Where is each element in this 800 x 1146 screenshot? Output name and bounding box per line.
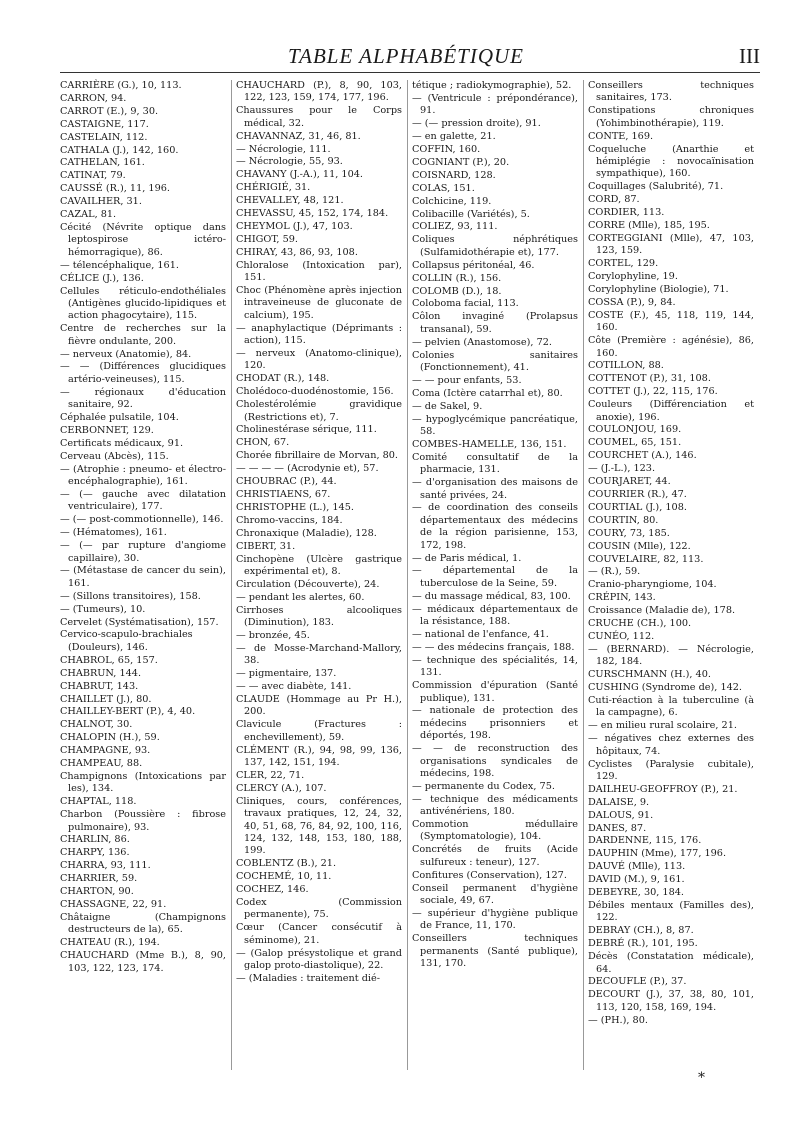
index-entry: CHEVASSU, 45, 152, 174, 184.	[236, 208, 389, 220]
index-entry: Choc (Phénomène après injection intraveineuse de gluconate de calcium), 195.	[236, 285, 402, 321]
index-entry: — technique des spécialités, 14, 131.	[412, 654, 578, 679]
index-entry: — (Galop présystolique et grand galop proto-diastolique), 22.	[236, 947, 402, 972]
index-entry: Cuti-réaction à la tuberculine (à la campagne), 6.	[588, 695, 754, 719]
index-entry: Corylophyline, 19.	[588, 271, 678, 283]
index-entry: COULONJOU, 169.	[588, 424, 682, 436]
index-entry: Coqueluche (Anarthie et hémiplégie : novocaïnisation sympathique), 160.	[588, 143, 754, 180]
index-entry: COCHEZ, 146.	[236, 884, 309, 896]
index-entry: — (R.), 59.	[588, 566, 641, 578]
index-entry: Chloralose (Intoxication par), 151.	[236, 259, 402, 284]
index-entry: — pigmentaire, 137.	[236, 668, 337, 680]
index-entry: — en galette, 21.	[412, 131, 496, 143]
index-entry: — de coordination des conseils départementaux des médecins de la région parisienne, 153, 172, 198.	[412, 502, 578, 551]
index-entry: CHAPTAL, 118.	[60, 796, 137, 808]
index-entry: CHAVANY (J.-A.), 11, 104.	[236, 169, 363, 181]
index-entry: — pelvien (Anastomose), 72.	[412, 336, 552, 348]
index-entry: Chorée fibrillaire de Morvan, 80.	[236, 450, 399, 462]
index-entry: — — de reconstruction des organisations syndicales de médecins, 198.	[412, 743, 578, 779]
index-entry: CHARTON, 90.	[60, 886, 134, 898]
index-entry: Chronaxique (Maladie), 128.	[236, 527, 377, 539]
index-entry: CATINAT, 79.	[60, 170, 126, 182]
index-entry: — pendant les alertes, 60.	[236, 591, 365, 603]
index-entry: Codex (Commission permanente), 75.	[236, 897, 402, 921]
index-entry: CHON, 67.	[236, 437, 290, 449]
index-entry: Commotion médullaire (Symptomatologie), 104.	[412, 819, 578, 843]
index-entry: — nationale de protection des médecins prisonniers et déportés, 198.	[412, 705, 578, 742]
index-entry: CORTEGGIANI (Mlle), 47, 103, 123, 159.	[588, 232, 754, 257]
index-entry: COTILLON, 88.	[588, 360, 664, 372]
index-entry: Centre de recherches sur la fièvre ondulante, 200.	[60, 323, 226, 347]
index-entry: Cerveau (Abcès), 115.	[60, 450, 169, 462]
index-entry: — (Hématomes), 161.	[60, 527, 167, 539]
index-entry: Coliques néphrétiques (Sulfamidothérapie et), 177.	[412, 234, 578, 258]
index-entry: CÉLICE (J.), 136.	[60, 272, 144, 284]
index-entry: Conseil permanent d'hygiène sociale, 49, 67.	[412, 882, 578, 906]
index-entry: — (Ventricule : prépondérance), 91.	[412, 92, 578, 117]
index-entry: Cécité (Névrite optique dans leptospirose ictéro-hémorragique), 86.	[60, 221, 226, 258]
index-entry: Certificats médicaux, 91.	[60, 437, 184, 449]
index-entry: Cranio-pharyngiome, 104.	[588, 579, 717, 591]
index-column-1	[60, 80, 226, 975]
index-entry: CATHELAN, 161.	[60, 157, 145, 169]
index-entry: CHARRA, 93, 111.	[60, 860, 151, 872]
index-entry: — — — — (Acrodynie et), 57.	[236, 463, 379, 475]
index-entry: COTTET (J.), 22, 115, 176.	[588, 386, 718, 398]
index-entry: CURSCHMANN (H.), 40.	[588, 669, 711, 681]
index-entry: — (Tumeurs), 10.	[60, 603, 146, 615]
index-entry: Clavicule (Fractures : enchevillement), 59.	[236, 719, 402, 743]
index-entry: CHAILLEY-BERT (P.), 4, 40.	[60, 706, 196, 718]
index-column-2	[236, 80, 402, 986]
index-entry: DAUVÉ (Mlle), 113.	[588, 861, 686, 873]
index-entry: Débiles mentaux (Familles des), 122.	[588, 900, 754, 924]
index-entry: — — des médecins français, 188.	[412, 641, 575, 653]
index-entry: — de Paris médical, 1.	[412, 552, 522, 564]
index-entry: COUSIN (Mlle), 122.	[588, 540, 691, 552]
index-entry: Concrétés de fruits (Acide sulfureux : teneur), 127.	[412, 844, 578, 868]
index-entry: Côte (Première : agénésie), 86, 160.	[588, 335, 754, 359]
index-entry: CHAMPAGNE, 93.	[60, 745, 151, 757]
index-entry: — (PH.), 80.	[588, 1014, 648, 1026]
index-column-3	[412, 80, 578, 971]
index-column-4	[588, 80, 754, 1028]
index-entry: — (Atrophie : pneumo- et électro-encéphalographie), 161.	[60, 463, 226, 488]
index-entry: CHEVALLEY, 48, 121.	[236, 195, 344, 207]
index-entry: CHODAT (R.), 148.	[236, 373, 330, 385]
index-entry: CUNÉO, 112.	[588, 630, 655, 642]
index-entry: CHIRAY, 43, 86, 93, 108.	[236, 246, 358, 258]
index-entry: — (BERNARD). — Nécrologie, 182, 184.	[588, 643, 754, 668]
index-entry: Cholédoco-duodénostomie, 156.	[236, 386, 394, 398]
index-entry: — négatives chez externes des hôpitaux, 74.	[588, 733, 754, 757]
index-entry: DAUPHIN (Mme), 177, 196.	[588, 848, 727, 860]
index-entry: — bronzée, 45.	[236, 629, 310, 641]
index-entry: — (— par rupture d'angiome capillaire), 30.	[60, 540, 226, 564]
index-entry: Coloboma facial, 113.	[412, 298, 519, 310]
index-entry: COFFIN, 160.	[412, 144, 481, 156]
index-entry: Châtaigne (Champignons destructeurs de la), 65.	[60, 911, 226, 936]
index-entry: CIBERT, 31.	[236, 540, 296, 552]
index-entry: CHAMPEAU, 88.	[60, 758, 143, 770]
index-entry: Comité consultatif de la pharmacie, 131.	[412, 451, 578, 476]
index-entry: CONTE, 169.	[588, 130, 654, 142]
index-entry: — — (Différences glucidiques artério-veineuses), 115.	[60, 361, 226, 385]
index-entry: Cirrhoses alcooliques (Diminution), 183.	[236, 604, 402, 629]
index-entry: Croissance (Maladie de), 178.	[588, 605, 736, 617]
index-entry: Chromo-vaccins, 184.	[236, 514, 343, 526]
index-entry: CHARRIER, 59.	[60, 873, 138, 885]
index-entry: DALAISE, 9.	[588, 796, 650, 808]
index-entry: — Nécrologie, 111.	[236, 143, 331, 155]
index-entry: — technique des médicaments antivénériens, 180.	[412, 793, 578, 818]
index-entry: Conseillers techniques sanitaires, 173.	[588, 80, 754, 104]
index-entry: CHAILLET (J.), 80.	[60, 693, 152, 705]
index-entry: Constipations chroniques (Yohimbinothérapie), 119.	[588, 105, 754, 129]
index-entry: CHAVANNAZ, 31, 46, 81.	[236, 130, 361, 142]
index-entry: Cliniques, cours, conférences, travaux pratiques, 12, 24, 32, 40, 51, 68, 76, 84, 92, 100, 116, 124, 132, 148, 153, 180, 188, 199.	[236, 795, 402, 857]
index-entry: — permanente du Codex, 75.	[412, 780, 555, 792]
index-entry: DAILHEU-GEOFFROY (P.), 21.	[588, 783, 738, 795]
index-entry: — (— pression droite), 91.	[412, 118, 541, 130]
index-entry: DEBEYRE, 30, 184.	[588, 887, 685, 899]
index-entry: COBLENTZ (B.), 21.	[236, 858, 337, 870]
index-entry: CHASSAGNE, 22, 91.	[60, 899, 167, 910]
index-entry: Couleurs (Différenciation et anoxie), 196.	[588, 399, 754, 423]
index-entry: COSTE (F.), 45, 118, 119, 144, 160.	[588, 309, 754, 334]
index-entry: COISNARD, 128.	[412, 169, 496, 181]
index-entry: CHALNOT, 30.	[60, 719, 133, 731]
index-entry: — nerveux (Anatomie), 84.	[60, 348, 192, 360]
index-entry: Commission d'épuration (Santé publique), 131.	[412, 680, 578, 704]
index-entry: CRUCHE (CH.), 100.	[588, 618, 692, 630]
index-entry: — (Sillons transitoires), 158.	[60, 590, 201, 602]
index-entry: CHAUCHARD (P.), 8, 90, 103, 122, 123, 159, 174, 177, 196.	[236, 80, 402, 104]
index-entry: Collapsus péritonéal, 46.	[412, 259, 535, 271]
index-entry: COLOMB (D.), 18.	[412, 285, 502, 297]
index-entry: Confitures (Conservation), 127.	[412, 869, 567, 881]
index-entry: CLER, 22, 71.	[236, 769, 305, 781]
index-entry: CAZAL, 81.	[60, 209, 117, 221]
index-entry: COSSA (P.), 9, 84.	[588, 296, 676, 308]
page-number: III	[739, 44, 760, 68]
index-entry: CHÉRIGIÉ, 31.	[236, 182, 311, 194]
index-entry: DARDENNE, 115, 176.	[588, 835, 702, 847]
index-entry: DECOURT (J.), 37, 38, 80, 101, 113, 120, 158, 169, 194.	[588, 989, 754, 1013]
index-entry: CORDIER, 113.	[588, 207, 665, 219]
index-entry: Coquillages (Salubrité), 71.	[588, 181, 724, 193]
index-entry: — anaphylactique (Déprimants : action), 115.	[236, 322, 402, 347]
index-entry: — de Sakel, 9.	[412, 400, 483, 412]
index-entry: Cervelet (Systématisation), 157.	[60, 616, 219, 628]
index-entry: COCHEMÉ, 10, 11.	[236, 871, 332, 883]
index-entry: — (Métastase de cancer du sein), 161.	[60, 565, 226, 589]
index-entry: CLÉMENT (R.), 94, 98, 99, 136, 137, 142, 151, 194.	[236, 744, 402, 769]
index-entry: CARRIÈRE (G.), 10, 113.	[60, 80, 182, 91]
index-entry: COUMEL, 65, 151.	[588, 437, 682, 449]
index-entry: DEBRAY (CH.), 8, 87.	[588, 925, 694, 937]
index-entry: — télencéphalique, 161.	[60, 259, 179, 271]
index-entry: CATHALA (J.), 142, 160.	[60, 144, 179, 156]
index-entry: Colchicine, 119.	[412, 195, 492, 207]
index-entry: Charbon (Poussière : fibrose pulmonaire), 93.	[60, 809, 226, 833]
index-entry: CUSHING (Syndrome de), 142.	[588, 682, 743, 694]
index-entry: Cellules réticulo-endothéliales (Antigènes glucido-lipidiques et action phagocytaire), 115.	[60, 285, 226, 322]
index-entry: CAUSSÉ (R.), 11, 196.	[60, 183, 170, 195]
index-entry: CARROT (E.), 9, 30.	[60, 105, 159, 117]
index-entry: COUVELAIRE, 82, 113.	[588, 553, 704, 565]
index-entry: — médicaux départementaux de la résistance, 188.	[412, 603, 578, 628]
index-entry: CHARLIN, 86.	[60, 834, 130, 846]
index-entry: CHRISTIAENS, 67.	[236, 489, 331, 500]
index-entry: CASTELAIN, 112.	[60, 131, 148, 143]
index-entry: CARRON, 94.	[60, 92, 127, 104]
index-entry: CERBONNET, 129.	[60, 424, 154, 436]
index-entry: — (Maladies : traitement dié-	[236, 972, 381, 984]
index-entry: CHABRUN, 144.	[60, 667, 142, 679]
index-entry: CHABROL, 65, 157.	[60, 654, 158, 666]
index-entry: — supérieur d'hygiène publique de France, 11, 170.	[412, 907, 578, 932]
index-entry: CLAUDE (Hommage au Pr H.), 200.	[236, 694, 402, 718]
index-entry: CORD, 87.	[588, 194, 640, 206]
index-entry: COLIEZ, 93, 111.	[412, 221, 498, 233]
index-entry: Chaussures pour le Corps médical, 32.	[236, 105, 402, 129]
index-entry: Cœur (Cancer consécutif à séminome), 21.	[236, 922, 402, 946]
index-entry: Circulation (Découverte), 24.	[236, 578, 380, 590]
index-entry: Cervico-scapulo-brachiales (Douleurs), 146.	[60, 629, 193, 653]
index-entry: CHRISTOPHE (L.), 145.	[236, 501, 354, 513]
index-entry: COURY, 73, 185.	[588, 527, 670, 539]
index-entry: — — avec diabète, 141.	[236, 681, 352, 693]
index-entry: — (J.-L.), 123.	[588, 463, 656, 475]
index-entry: DEBRÉ (R.), 101, 195.	[588, 938, 698, 950]
index-entry: CAVAILHER, 31.	[60, 196, 142, 208]
header-rule	[60, 72, 760, 73]
index-entry: CHIGOT, 59.	[236, 233, 298, 245]
index-entry: — régionaux d'éducation sanitaire, 92.	[60, 386, 226, 411]
index-entry: — du massage médical, 83, 100.	[412, 590, 571, 602]
index-entry: CHAUCHARD (Mme B.), 8, 90, 103, 122, 123, 174.	[60, 950, 226, 974]
index-entry: — (— post-commotionnelle), 146.	[60, 514, 224, 526]
index-entry: Cyclistes (Paralysie cubitale), 129.	[588, 758, 754, 782]
index-entry: CHATEAU (R.), 194.	[60, 937, 160, 949]
index-entry: CRÉPIN, 143.	[588, 592, 656, 604]
index-entry: DECOUFLE (P.), 37.	[588, 976, 687, 988]
index-entry: COURRIER (R.), 47.	[588, 489, 687, 500]
index-entry: Céphalée pulsatile, 104.	[60, 412, 179, 424]
index-entry: COMBES-HAMELLE, 136, 151.	[412, 438, 567, 450]
index-entry: Décès (Constatation médicale), 64.	[588, 951, 754, 975]
index-entry: — départemental de la tuberculose de la Seine, 59.	[412, 565, 578, 589]
index-entry: CHALOPIN (H.), 59.	[60, 732, 160, 744]
index-entry: DAVID (M.), 9, 161.	[588, 874, 685, 886]
index-entry: Cholinestérase sérique, 111.	[236, 424, 377, 436]
index-entry: CHEYMOL (J.), 47, 103.	[236, 220, 353, 232]
index-entry: — (— gauche avec dilatation ventriculaire), 177.	[60, 489, 226, 513]
index-entry: — hypoglycémique pancréatique, 58.	[412, 413, 578, 437]
index-entry: DANES, 87.	[588, 822, 647, 834]
index-entry: COLAS, 151.	[412, 182, 475, 194]
index-entry: Cinchopène (Ulcère gastrique expérimental et), 8.	[236, 553, 402, 577]
index-entry: — nerveux (Anatomo-clinique), 120.	[236, 348, 402, 372]
index-entry: Corylophyline (Biologie), 71.	[588, 284, 729, 295]
page-title: TABLE ALPHABÉTIQUE	[288, 44, 524, 68]
index-entry: — Nécrologie, 55, 93.	[236, 156, 343, 168]
index-entry: CHABRUT, 143.	[60, 680, 139, 692]
index-entry: tétique ; radiokymographie), 52.	[412, 80, 572, 91]
index-entry: CLERCY (A.), 107.	[236, 782, 327, 794]
index-entry: — d'organisation des maisons de santé privées, 24.	[412, 477, 578, 501]
index-entry: COLLIN (R.), 156.	[412, 272, 502, 284]
index-entry: Cholestérolémie gravidique (Restrictions et), 7.	[236, 399, 402, 423]
index-entry: DALOUS, 91.	[588, 809, 654, 821]
index-entry: COGNIANT (P.), 20.	[412, 156, 510, 168]
index-entry: Coma (Ictère catarrhal et), 80.	[412, 387, 563, 399]
index-entry: CASTAIGNE, 117.	[60, 118, 149, 130]
index-entry: — national de l'enfance, 41.	[412, 628, 549, 640]
index-entry: COURJARET, 44.	[588, 476, 671, 488]
index-entry: COURTIAL (J.), 108.	[588, 501, 687, 513]
index-entry: Champignons (Intoxications par les), 134.	[60, 770, 226, 795]
index-columns	[60, 80, 760, 1080]
index-entry: Côlon invaginé (Prolapsus transanal), 59.	[412, 311, 578, 335]
index-entry: — — pour enfants, 53.	[412, 374, 522, 386]
index-entry: CHARPY, 136.	[60, 847, 130, 859]
index-entry: — de Mosse-Marchand-Mallory, 38.	[236, 642, 402, 667]
index-entry: CORRE (Mlle), 185, 195.	[588, 219, 710, 231]
footer-mark: *	[698, 1070, 705, 1086]
index-entry: CHOUBRAC (P.), 44.	[236, 476, 337, 488]
index-entry: COURTIN, 80.	[588, 514, 659, 526]
index-entry: Colibacille (Variétés), 5.	[412, 208, 530, 220]
index-entry: Colonies sanitaires (Fonctionnement), 41.	[412, 349, 578, 373]
index-entry: COTTENOT (P.), 31, 108.	[588, 373, 711, 385]
index-entry: COURCHET (A.), 146.	[588, 450, 697, 462]
index-entry: Conseillers techniques permanents (Santé publique), 131, 170.	[412, 933, 578, 970]
index-entry: CORTEL, 129.	[588, 258, 659, 270]
index-entry: — en milieu rural scolaire, 21.	[588, 720, 737, 732]
